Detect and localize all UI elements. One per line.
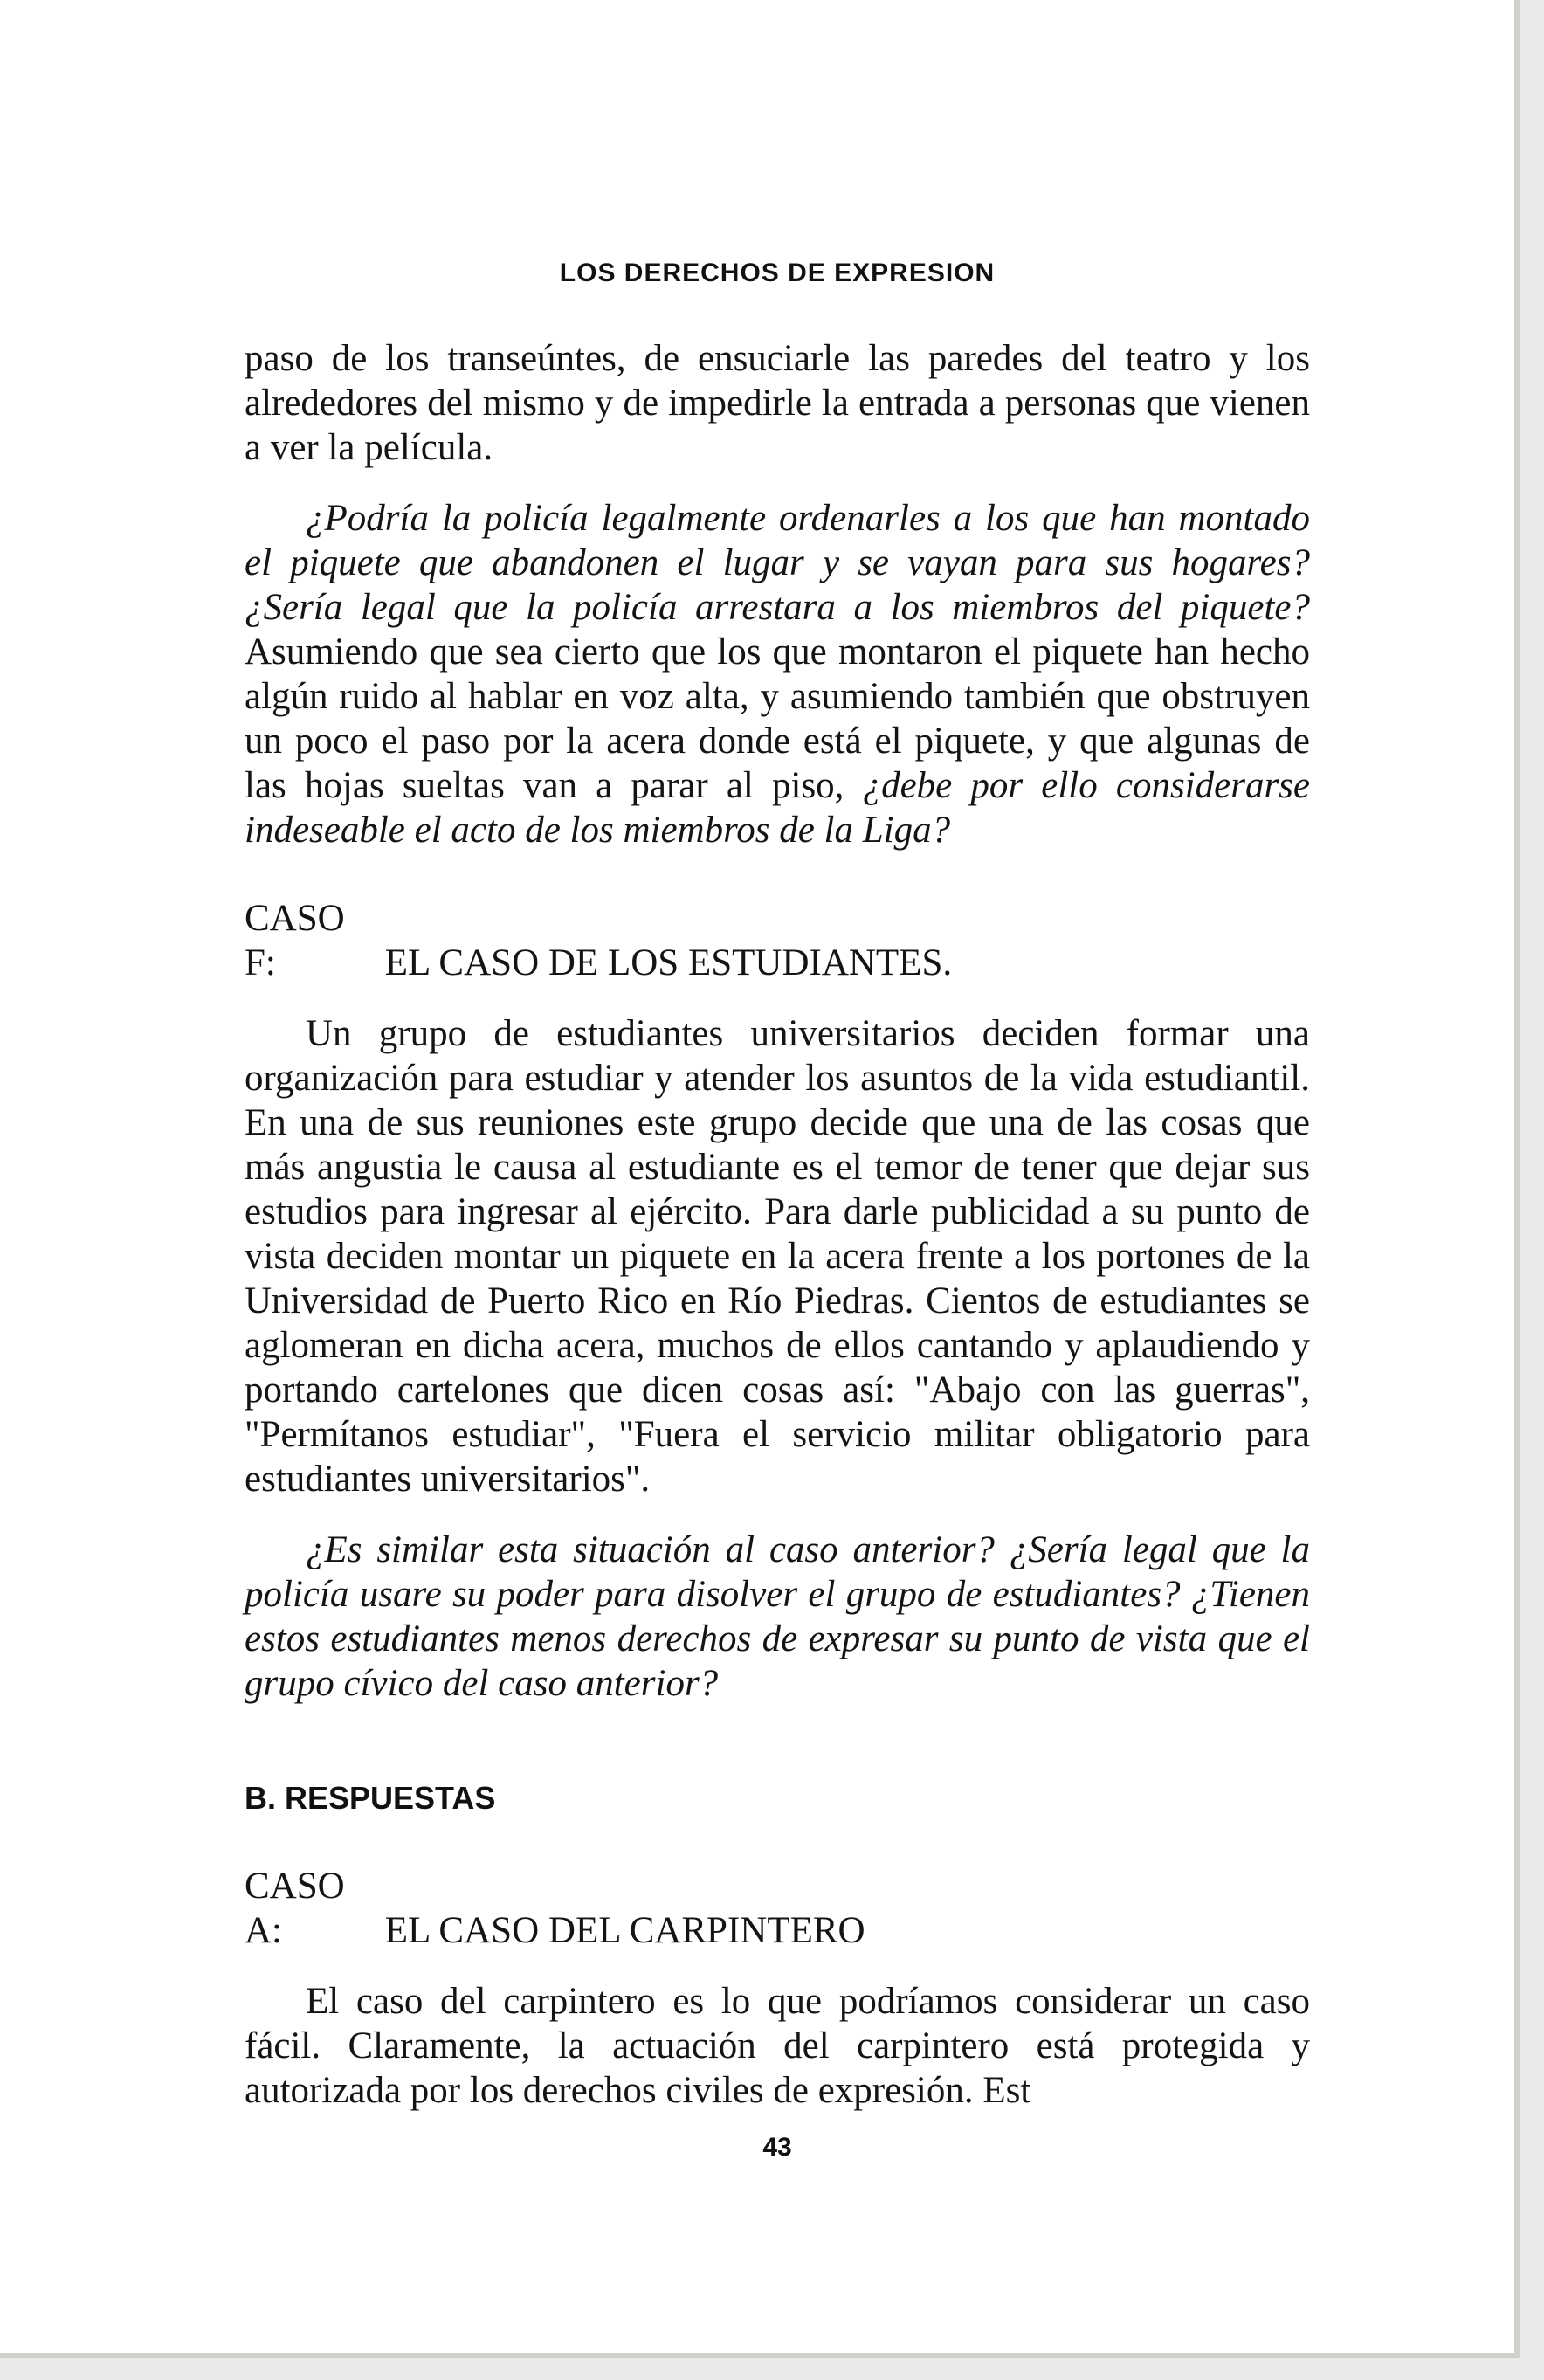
case-a-heading <box>245 1864 1310 1953</box>
paragraph-carpintero: El caso del carpintero es lo que podríamos considerar un caso fácil. Claramente, la actuación del carpintero está protegida y autorizada por los derechos civiles de expresión. Est <box>245 1981 1310 2111</box>
paragraph-questions-estudiantes: ¿Es similar esta situación al caso anterior? ¿Sería legal que la policía usare su poder para disolver el grupo de estudiantes? ¿Tienen estos estudiantes menos derechos de expresar su punto de vista que el grupo cívico del caso anterior? <box>245 1529 1310 1704</box>
question-italic: ¿Podría la policía legalmente ordenarles a los que han montado el piquete que abandonen el lugar y se vayan para sus hogares? ¿Sería legal que la policía arrestara a los miembros del piquete? <box>245 498 1310 628</box>
section-b-heading: B. RESPUESTAS <box>245 1780 496 1816</box>
question-italic: ¿debe por ello considerarse indeseable el acto de los miembros de la Liga? <box>245 765 1310 851</box>
paragraph-text: Asumiendo que sea cierto que los que montaron el piquete han hecho algún ruido al hablar en voz alta, y asumiendo también que obstruyen un poco el paso por la acera donde está el piquete, y que algunas de las hojas sueltas van a parar al piso, <box>245 631 1310 806</box>
paragraph-estudiantes: Un grupo de estudiantes universitarios deciden formar una organización para estudiar y atender los asuntos de la vida estudiantil. En una de sus reuniones este grupo decide que una de las cosas que más angustia le causa al estudiante es el temor de tener que dejar sus estudios para ingresar al ejército. Para darle publicidad a su punto de vista deciden montar un piquete en la acera frente a los portones de la Universidad de Puerto Rico en Río Piedras. Cientos de estudiantes se aglomeran en dicha acera, muchos de ellos cantando y aplaudiendo y portando cartelones que dicen cosas así: "Abajo con las guerras", "Permítanos estudiar", "Fuera el servicio militar obligatorio para estudiantes universitarios". <box>245 1013 1310 1500</box>
running-head: LOS DERECHOS DE EXPRESION <box>559 259 996 287</box>
page-body <box>245 336 1310 2113</box>
page-number: 43 <box>762 2133 792 2162</box>
case-a-title: EL CASO DEL CARPINTERO <box>384 1910 865 1951</box>
case-a-label: CASO A: <box>245 1866 345 1951</box>
paragraph-continuation: paso de los transeúntes, de ensuciarle las paredes del teatro y los alrededores del mismo y de impedirle la entrada a personas que vienen a ver la película. <box>245 338 1310 468</box>
paragraph-questions-piquete <box>245 496 1310 852</box>
case-f-label: CASO F: <box>245 898 345 983</box>
case-f-title: EL CASO DE LOS ESTUDIANTES. <box>384 942 953 983</box>
case-f-heading <box>245 896 1310 985</box>
